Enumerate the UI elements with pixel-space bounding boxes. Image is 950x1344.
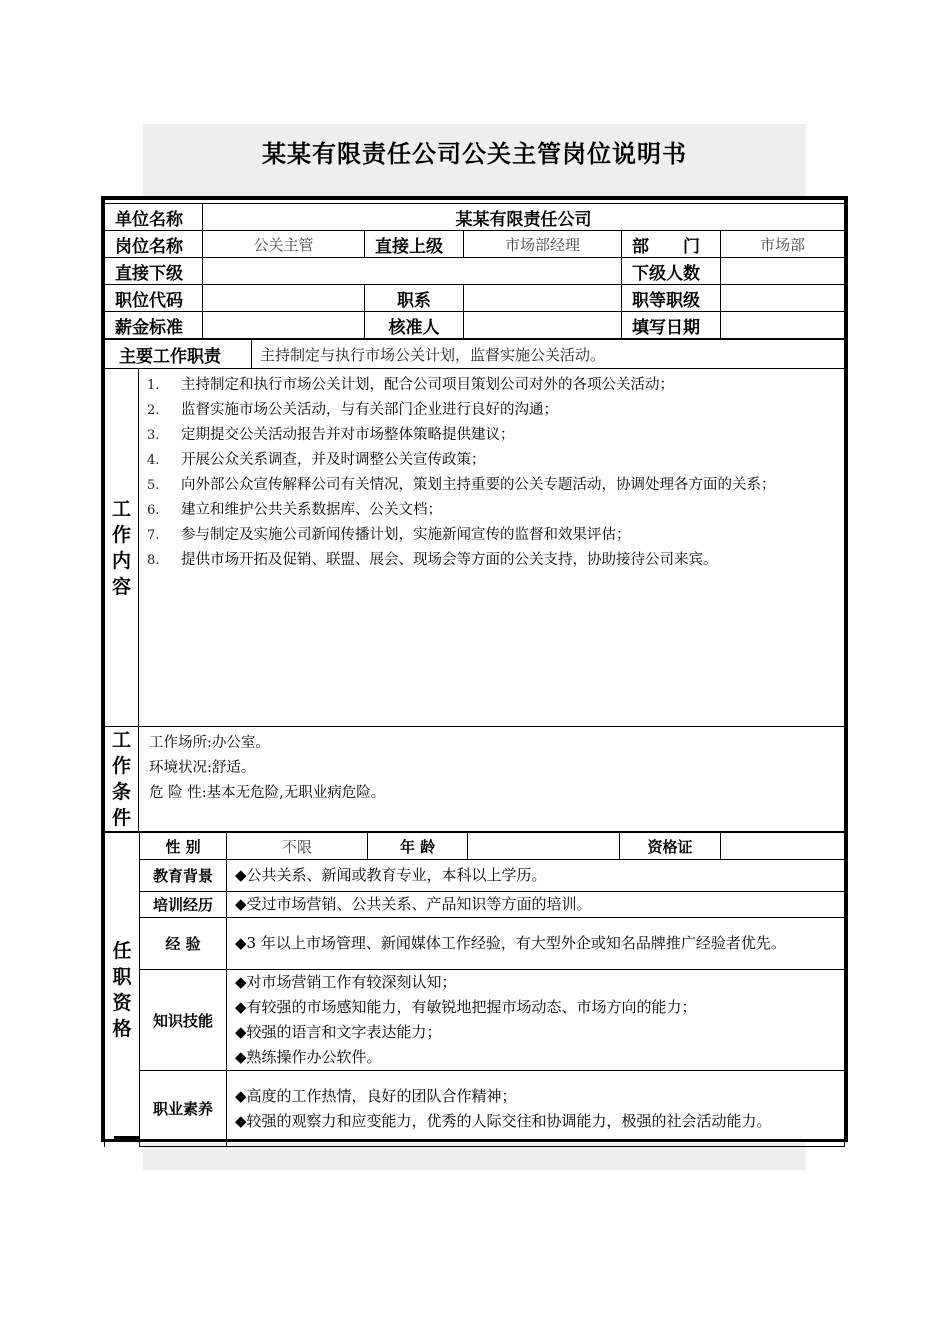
work-content-label-char: 容 (111, 575, 131, 598)
salary-standard-label: 薪金标准 (105, 312, 203, 339)
list-item: 工作场所:办公室。 (149, 735, 270, 751)
work-conditions-label (105, 727, 139, 832)
experience-value (227, 918, 845, 970)
qualifications-label-char: 职 (112, 965, 132, 988)
list-item: ◆受过市场营销、公共关系、产品知识等方面的培训。 (235, 895, 592, 913)
job-series-label: 职系 (365, 285, 464, 312)
direct-superior-label: 直接上级 (365, 231, 464, 258)
direct-superior-value: 市场部经理 (464, 231, 622, 258)
main-duty-value: 主持制定与执行市场公关计划，监督实施公关活动。 (252, 340, 845, 369)
list-item: 6. 建立和维护公共关系数据库、公关文档； (147, 502, 442, 518)
approver-value (464, 312, 622, 339)
department-value: 市场部 (721, 231, 845, 258)
certificate-label: 资格证 (620, 833, 721, 860)
list-item: 8. 提供市场开拓及促销、联盟、展会、现场会等方面的公关支持，协助接待公司来宾。 (147, 552, 718, 568)
age-value (468, 833, 620, 860)
table-bottom-bar (114, 1136, 140, 1139)
professional-quality-label: 职业素养 (140, 1071, 227, 1147)
training-label: 培训经历 (140, 892, 227, 918)
work-conditions-label-char: 作 (111, 755, 131, 777)
position-code-label: 职位代码 (105, 285, 203, 312)
work-content-label-char: 作 (111, 523, 131, 546)
list-item: ◆高度的工作热情，良好的团队合作精神； (235, 1086, 517, 1105)
qualifications-label (105, 833, 140, 1147)
job-description-form (104, 203, 844, 1141)
list-item: ◆较强的语言和文字表达能力； (235, 1023, 442, 1041)
experience-label: 经 验 (140, 918, 227, 970)
education-label: 教育背景 (140, 860, 227, 892)
work-conditions-list (139, 727, 844, 806)
list-item: ◆有较强的市场感知能力，有敏锐地把握市场动态、市场方向的能力； (235, 998, 697, 1016)
salary-standard-value (203, 312, 365, 339)
qualifications-label-char: 任 (112, 939, 132, 962)
work-content-area (139, 369, 845, 727)
list-item: 7. 参与制定及实施公司新闻传播计划，实施新闻宣传的监督和效果评估； (147, 527, 631, 543)
certificate-value (721, 833, 845, 860)
gender-value: 不限 (227, 833, 368, 860)
job-grade-value (721, 285, 845, 312)
job-grade-label: 职等职级 (622, 285, 721, 312)
professional-quality-value (227, 1071, 845, 1147)
work-conditions-label-char: 件 (111, 807, 131, 829)
work-conditions-label-char: 工 (111, 729, 131, 751)
subordinate-count-value (721, 258, 845, 285)
list-item: 1. 主持制定和执行市场公关计划，配合公司项目策划公司对外的各项公关活动； (147, 377, 674, 393)
list-item: 3. 定期提交公关活动报告并对市场整体策略提供建议； (147, 427, 515, 443)
position-name-value: 公关主管 (203, 231, 365, 258)
training-value (227, 892, 845, 918)
list-item: ◆对市场营销工作有较深刻认知； (235, 973, 457, 991)
work-content-label (105, 369, 139, 727)
work-conditions-label-char: 条 (111, 781, 131, 803)
position-name-label: 岗位名称 (105, 231, 203, 258)
approver-label: 核准人 (365, 312, 464, 339)
duties-table (104, 339, 845, 832)
fill-date-label: 填写日期 (622, 312, 721, 339)
list-item: ◆较强的观察力和应变能力，优秀的人际交往和协调能力，极强的社会活动能力。 (235, 1111, 772, 1130)
age-label: 年 龄 (368, 833, 468, 860)
list-item: 2. 监督实施市场公关活动，与有关部门企业进行良好的沟通； (147, 402, 558, 418)
list-item: ◆公共关系、新闻或教育专业，本科以上学历。 (235, 866, 547, 884)
work-content-label-char: 工 (111, 497, 131, 520)
list-item: 5. 向外部公众宣传解释公司有关情况，策划主持重要的公关专题活动，协调处理各方面的关系； (147, 477, 776, 493)
list-item: ◆3 年以上市场管理、新闻媒体工作经验，有大型外企或知名品牌推广经验者优先。 (235, 934, 786, 952)
subordinate-count-label: 下级人数 (622, 258, 721, 285)
direct-subordinate-value (203, 258, 622, 285)
list-item: 危 险 性:基本无危险,无职业病危险。 (149, 785, 386, 801)
qualifications-table (104, 832, 845, 1147)
footer-background (143, 1143, 806, 1170)
fill-date-value (721, 312, 845, 339)
gender-label: 性 别 (140, 833, 227, 860)
qualifications-label-char: 格 (112, 1017, 132, 1040)
page-title: 某某有限责任公司公关主管岗位说明书 (262, 140, 687, 168)
department-label: 部 门 (622, 231, 721, 258)
skills-label: 知识技能 (140, 970, 227, 1071)
education-value (227, 860, 845, 892)
unit-name-value: 某某有限责任公司 (203, 204, 845, 231)
job-series-value (464, 285, 622, 312)
main-duty-label: 主要工作职责 (105, 340, 252, 369)
list-item: 环境状况:舒适。 (149, 760, 256, 776)
work-content-label-char: 内 (111, 549, 131, 572)
list-item: ◆熟练操作办公软件。 (235, 1048, 382, 1066)
work-conditions-area (139, 727, 845, 832)
work-content-list (139, 369, 844, 573)
direct-subordinate-label: 直接下级 (105, 258, 203, 285)
qualifications-label-char: 资 (112, 991, 132, 1014)
basic-info-table (104, 203, 845, 339)
list-item: 4. 开展公众关系调查，并及时调整公关宣传政策； (147, 452, 486, 468)
position-code-value (203, 285, 365, 312)
unit-name-label: 单位名称 (105, 204, 203, 231)
skills-value (227, 970, 845, 1071)
